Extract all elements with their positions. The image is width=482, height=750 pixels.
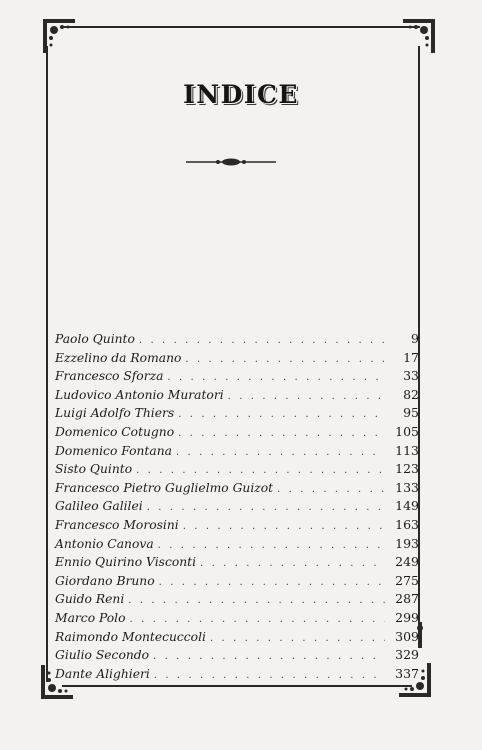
- index-entry: [55, 424, 419, 443]
- index-entry: [55, 443, 419, 462]
- frame-left-rule: [46, 46, 48, 682]
- corner-top-right-icon: [402, 18, 436, 54]
- index-entry: [55, 647, 419, 666]
- entry-page: 299: [395, 609, 419, 625]
- entry-page: 123: [395, 461, 419, 477]
- entry-page: 105: [395, 423, 419, 439]
- frame-top-rule: [62, 26, 420, 28]
- index-entry: [55, 573, 419, 592]
- dot-leader: [200, 558, 385, 569]
- entry-page: 249: [395, 554, 419, 570]
- index-entry: [55, 554, 419, 573]
- entry-page: 33: [403, 368, 419, 384]
- dot-leader: [130, 614, 385, 625]
- dot-leader: [277, 484, 385, 495]
- dot-leader: [139, 335, 385, 346]
- entry-page: 337: [395, 665, 419, 681]
- entry-title: Dante Alighieri: [55, 666, 150, 681]
- page-title: INDICE: [183, 80, 299, 109]
- dot-leader: [178, 409, 385, 420]
- dot-leader: [159, 577, 385, 588]
- index-entry: [55, 591, 419, 610]
- entry-page: 82: [403, 386, 419, 402]
- entry-page: 133: [395, 479, 419, 495]
- entry-title: Giordano Bruno: [55, 573, 155, 588]
- entry-title: Sisto Quinto: [55, 462, 133, 477]
- entry-title: Galileo Galilei: [55, 499, 143, 514]
- dot-leader: [167, 372, 385, 383]
- decorative-rule-icon: [184, 156, 278, 168]
- dot-leader: [136, 465, 385, 476]
- entry-title: Ludovico Antonio Muratori: [55, 387, 224, 402]
- dot-leader: [228, 391, 385, 402]
- entry-title: Francesco Sforza: [55, 369, 164, 384]
- entry-title: Giulio Secondo: [55, 648, 150, 663]
- index-entry: [55, 666, 419, 685]
- index-entry: [55, 480, 419, 499]
- entry-title: Guido Reni: [55, 592, 125, 607]
- entry-page: 309: [395, 628, 419, 644]
- corner-top-left-icon: [42, 18, 76, 54]
- index-list: [55, 331, 419, 684]
- index-entry: [55, 498, 419, 517]
- index-entry: [55, 405, 419, 424]
- entry-page: 17: [403, 349, 419, 365]
- entry-page: 163: [395, 516, 419, 532]
- entry-page: 149: [395, 498, 419, 514]
- dot-leader: [210, 633, 385, 644]
- dot-leader: [153, 651, 385, 662]
- entry-page: 9: [411, 331, 419, 346]
- entry-title: Marco Polo: [55, 610, 126, 625]
- entry-title: Antonio Canova: [55, 536, 154, 551]
- index-entry: [55, 461, 419, 480]
- entry-page: 113: [395, 442, 419, 458]
- dot-leader: [178, 428, 385, 439]
- entry-page: 329: [395, 647, 419, 663]
- entry-title: Ezzelino da Romano: [55, 350, 182, 365]
- dot-leader: [183, 521, 385, 532]
- index-entry: [55, 350, 419, 369]
- entry-page: 95: [403, 405, 419, 421]
- dot-leader: [128, 595, 385, 606]
- entry-page: 287: [395, 591, 419, 607]
- index-entry: [55, 536, 419, 555]
- dot-leader: [176, 447, 385, 458]
- dot-leader: [147, 502, 385, 513]
- entry-page: 193: [395, 535, 419, 551]
- entry-title: Paolo Quinto: [55, 332, 135, 346]
- entry-title: Francesco Pietro Guglielmo Guizot: [55, 480, 274, 495]
- index-entry: [55, 331, 419, 350]
- entry-title: Ennio Quirino Visconti: [55, 555, 197, 570]
- dot-leader: [158, 540, 385, 551]
- entry-title: Domenico Cotugno: [55, 424, 175, 439]
- entry-title: Domenico Fontana: [55, 443, 172, 458]
- index-entry: [55, 368, 419, 387]
- index-entry: [55, 517, 419, 536]
- frame-bottom-rule: [62, 685, 412, 687]
- dot-leader: [185, 354, 385, 365]
- entry-page: 275: [395, 572, 419, 588]
- entry-title: Francesco Morosini: [55, 517, 179, 532]
- index-entry: [55, 610, 419, 629]
- entry-title: Luigi Adolfo Thiers: [55, 406, 175, 421]
- entry-title: Raimondo Montecuccoli: [55, 629, 206, 644]
- dot-leader: [154, 670, 385, 681]
- index-entry: [55, 387, 419, 406]
- index-entry: [55, 629, 419, 648]
